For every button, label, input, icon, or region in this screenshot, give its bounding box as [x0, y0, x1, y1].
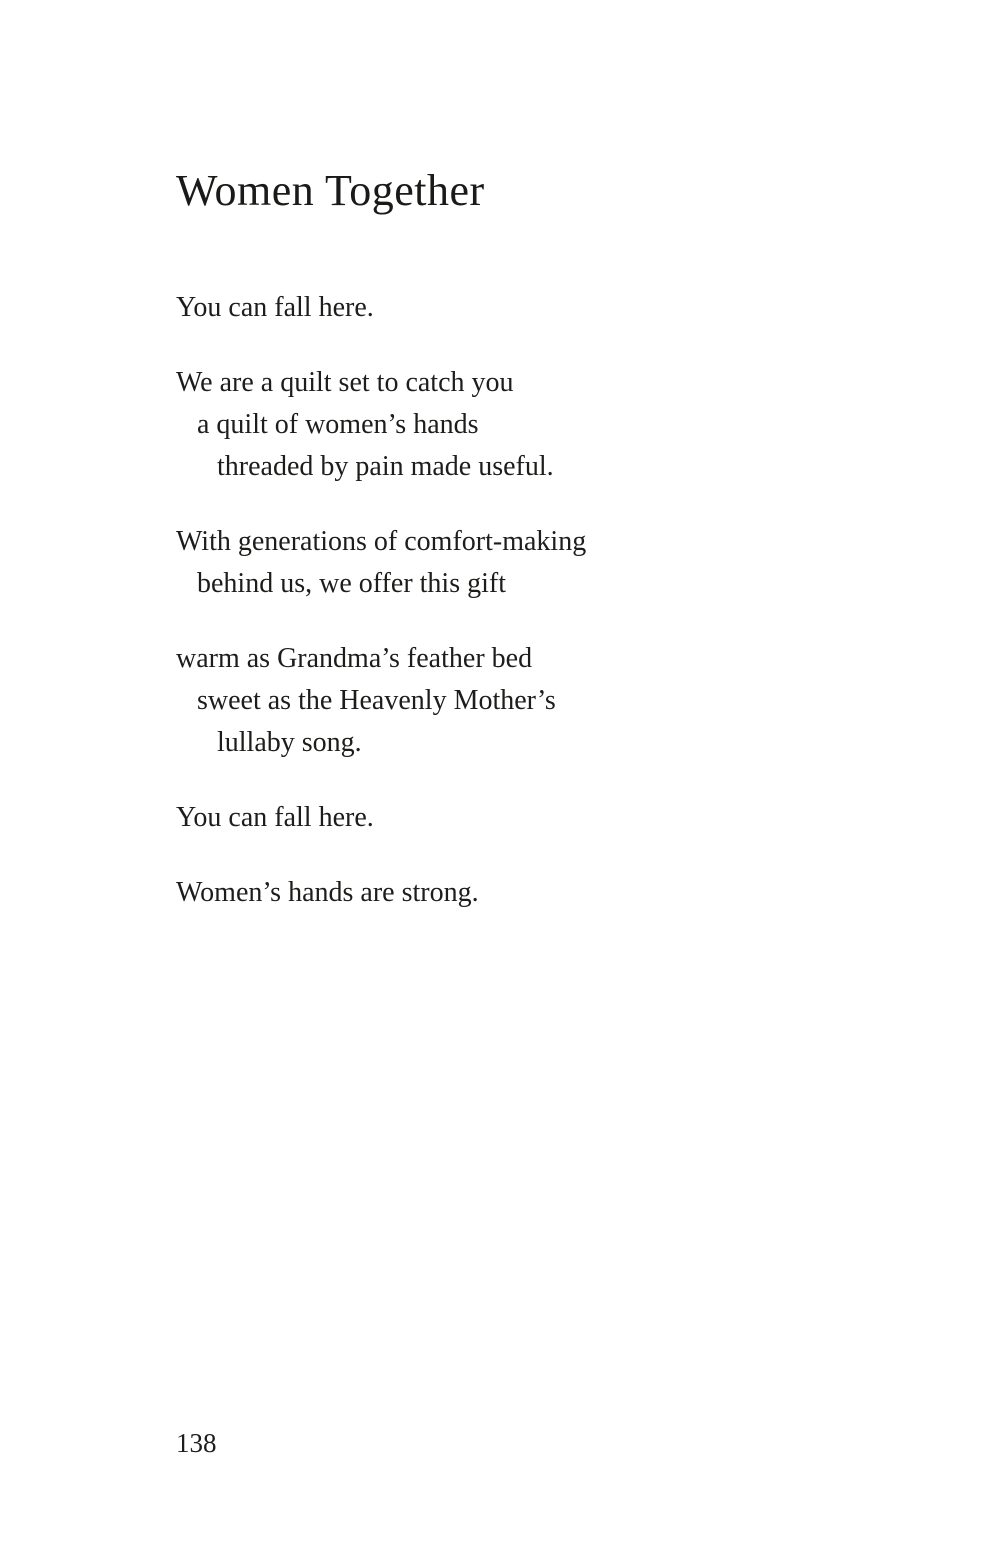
poem-stanza [176, 797, 920, 839]
poem-line: We are a quilt set to catch you [176, 367, 514, 398]
page-number: 138 [176, 1428, 217, 1458]
poem-line: With generations of comfort-making [176, 526, 587, 557]
poem-stanza [176, 638, 920, 764]
poem-line: Women’s hands are strong. [176, 877, 479, 908]
poem-stanza [176, 521, 920, 605]
poem-line: warm as Grandma’s feather bed [176, 643, 533, 674]
poem-stanza [176, 362, 920, 488]
poem-body [176, 287, 920, 914]
poem-line: a quilt of women’s hands [197, 409, 479, 440]
poem-title: Women Together [176, 166, 485, 215]
poem-line: You can fall here. [176, 802, 374, 833]
poem-stanza [176, 872, 920, 914]
poem-stanza [176, 287, 920, 329]
poem-line: threaded by pain made useful. [217, 451, 554, 482]
poem-line: sweet as the Heavenly Mother’s [197, 685, 556, 716]
poem-line: behind us, we offer this gift [197, 568, 506, 599]
poem-line: lullaby song. [217, 727, 362, 758]
poem-line: You can fall here. [176, 292, 374, 323]
